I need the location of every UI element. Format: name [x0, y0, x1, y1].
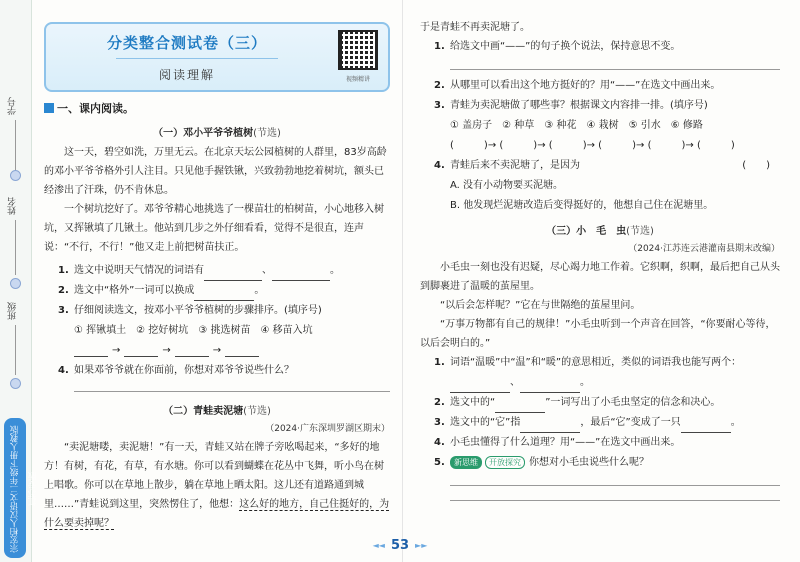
- name-line: [15, 220, 16, 275]
- p2-question-1: [420, 37, 780, 57]
- p2-question-2: [420, 76, 780, 96]
- passage3-title: [420, 222, 780, 237]
- p3-question-1: [420, 353, 780, 373]
- p1-question-3: [44, 301, 390, 321]
- question-text: 选文中的“它”指: [450, 417, 521, 428]
- passage2-continuation: 于是青蛙不再卖泥塘了。: [420, 22, 530, 33]
- option: ③ 挑选树苗: [198, 325, 251, 336]
- passage3-para3: “万事万物都有自己的规律！”小毛虫听到一个声音在回答，“你要耐心等待，以后会明白的。”: [420, 319, 776, 349]
- sequence-blank[interactable]: [225, 345, 259, 357]
- p1-question-2: [44, 281, 390, 301]
- answer-line[interactable]: [450, 500, 780, 501]
- open-explore-badge: 开放探究: [485, 456, 525, 469]
- question-text: 青蛙为卖泥塘做了哪些事？根据课文内容排一排。(填序号): [450, 100, 708, 111]
- answer-blank[interactable]: [520, 380, 580, 393]
- p1-question-1: [44, 261, 390, 281]
- sequence-blank[interactable]: [74, 345, 108, 357]
- paren-close: ): [681, 140, 686, 151]
- passage2-source: （2024·广东深圳罗湖区期末）: [265, 424, 390, 434]
- p1-question-4: [44, 361, 390, 381]
- option: ④ 栽树: [586, 120, 619, 131]
- separator: 、: [510, 377, 520, 388]
- cut-dot: [10, 378, 21, 389]
- question-text: 你想对小毛虫说些什么呢？: [529, 457, 649, 468]
- series-label: 宗宏柏人汉语文二年级下册人教版江苏专版: [10, 425, 38, 553]
- passage2-title: [44, 402, 390, 417]
- paren-open: (: [450, 140, 454, 151]
- paren-close: ): [632, 140, 636, 151]
- p3-q1-answers: [420, 373, 780, 393]
- question-text: 小毛虫懂得了什么道理？用“——”在选文中画出来。: [450, 437, 681, 448]
- passage1-note: (节选): [253, 128, 281, 139]
- answer-bracket[interactable]: ( ): [742, 160, 770, 171]
- arrow: →: [537, 140, 546, 151]
- student-no-label: 学号: [8, 97, 18, 115]
- question-text: ”一词写出了小毛虫坚定的信念和决心。: [545, 397, 721, 408]
- arrow: →: [162, 345, 171, 356]
- passage1-para2: 一个树坑挖好了。邓爷爷精心地挑选了一棵苗壮的柏树苗，小心地移入树坑，又挥锹填了几锹土。他站到几步之外仔细看看，觉得不是很直，连声说：“不行，不行！”他又走上前把树苗扶正。: [44, 204, 384, 253]
- arrow: →: [112, 345, 121, 356]
- question-text: 青蛙后来不卖泥塘了，是因为: [450, 160, 580, 171]
- period: 。: [330, 265, 340, 276]
- cut-dot: [10, 278, 21, 289]
- test-title: 分类整合测试卷（三）: [106, 34, 267, 52]
- option: ② 挖好树坑: [136, 325, 189, 336]
- passage2-text: “卖泥塘喽，卖泥塘！”有一天，青蛙又站在牌子旁吆喝起来，“多好的地方！有树，有花，有草，有水塘。你可以看到蝴蝶在花丛中飞舞，听小鸟在树上唱歌。你可以在草地上散步，躺在草地上晒太阳。这儿还有道路通到城里……”青蛙说到这里，突然愣住了，他想：: [44, 442, 384, 510]
- p3-question-4: [420, 433, 780, 453]
- arrow: →: [212, 345, 222, 356]
- underlined-sentence: 这么好的地方，自己住挺好的，为什么要卖掉呢？: [44, 499, 390, 529]
- option: ① 挥锹填土: [74, 325, 127, 336]
- option: ⑥ 修路: [670, 120, 703, 131]
- class-label: 班级: [8, 302, 18, 320]
- p2-question-3: [420, 96, 780, 116]
- p2-q3-options: [420, 116, 780, 136]
- passage2-para1: [44, 438, 390, 533]
- question-number: 3.: [434, 100, 445, 111]
- answer-line[interactable]: [74, 391, 390, 392]
- arrow: →: [685, 140, 694, 151]
- answer-line[interactable]: [450, 485, 780, 486]
- question-text: 给选文中画“——”的句子换个说法，保持意思不变。: [450, 41, 681, 52]
- question-number: 1.: [58, 265, 69, 276]
- question-number: 2.: [58, 285, 69, 296]
- question-text: ，最后“它”变成了一只: [580, 417, 681, 428]
- question-number: 1.: [434, 41, 445, 52]
- passage3-para1: 小毛虫一刻也没有迟疑，尽心竭力地工作着。它织啊，织啊，最后把自己从头到脚裹进了温暖的茧屋里。: [420, 262, 780, 292]
- paren-open: (: [696, 140, 701, 151]
- passage3-para2: “以后会怎样呢？”它在与世隔绝的茧屋里问。: [440, 300, 641, 311]
- answer-blank[interactable]: [194, 288, 254, 301]
- page-fold: [402, 0, 403, 562]
- question-text: 选文中的“: [450, 397, 496, 408]
- question-number: 1.: [434, 357, 445, 368]
- answer-blank[interactable]: [681, 420, 731, 433]
- question-number: 3.: [434, 417, 445, 428]
- period: 。: [580, 377, 590, 388]
- passage3-title-text: （三）小 毛 虫: [546, 226, 627, 237]
- paren-open: (: [548, 140, 553, 151]
- p3-question-5: [420, 453, 780, 473]
- option: ③ 种花: [544, 120, 577, 131]
- p3-question-2: [420, 393, 780, 413]
- paren-open: (: [499, 140, 504, 151]
- passage3-note: (节选): [626, 226, 654, 237]
- arrow: →: [487, 140, 497, 151]
- qr-code-pattern: [342, 34, 374, 66]
- question-number: 2.: [434, 397, 445, 408]
- arrow: →: [586, 140, 595, 151]
- question-text: 选文中“格外”一词可以换成: [74, 285, 195, 296]
- answer-blank[interactable]: [495, 400, 545, 413]
- passage1-title-text: （一）邓小平爷爷植树: [153, 128, 254, 139]
- square-icon: [44, 103, 54, 113]
- option: ① 盖房子: [450, 120, 493, 131]
- question-text: 仔细阅读选文，按邓小平爷爷植树的步骤排序。(填序号): [74, 305, 322, 316]
- p2-q4-option-b[interactable]: B. 他发现烂泥塘改造后变得挺好的，他想自己住在泥塘里。: [450, 200, 714, 211]
- sequence-blank[interactable]: [175, 345, 209, 357]
- separator: 、: [262, 265, 272, 276]
- paren-close: ): [533, 140, 538, 151]
- right-column: [420, 18, 780, 507]
- right-arrow-icon: ►►: [415, 541, 428, 550]
- name-label: 姓名: [8, 197, 18, 215]
- paren-close: ): [582, 140, 587, 151]
- period: 。: [254, 285, 265, 296]
- answer-line[interactable]: [450, 69, 780, 70]
- left-column: [44, 22, 390, 533]
- question-text: 选文中说明天气情况的词语有: [74, 265, 204, 276]
- page-number: [0, 538, 800, 553]
- option: ② 种草: [502, 120, 535, 131]
- test-subtitle: 阅读理解: [158, 68, 215, 82]
- qr-label: 视频精讲: [345, 76, 370, 83]
- passage1-para1: 这一天，碧空如洗，万里无云。在北京天坛公园植树的人群里，83岁高龄的邓小平爷爷格外引人注目。只见他手握铁锹，兴致勃勃地挖着树坑，额头已经渗出了汗珠，仍不肯休息。: [44, 147, 387, 196]
- question-number: 4.: [434, 437, 445, 448]
- left-arrow-icon: ◄◄: [372, 541, 385, 550]
- section-heading: [44, 100, 390, 116]
- paren-open: (: [647, 140, 652, 151]
- page-number-text: 53: [390, 538, 410, 553]
- arrow: →: [635, 140, 645, 151]
- section-label: 一、课内阅读。: [57, 102, 134, 115]
- question-text: 词语“温暖”中“温”和“暖”的意思相近，类似的词语我也能写两个：: [450, 357, 742, 368]
- answer-blank[interactable]: [450, 380, 510, 393]
- p2-question-4: [420, 156, 780, 176]
- passage1-title: [44, 124, 390, 139]
- passage2-note: (节选): [243, 406, 271, 417]
- p2-q4-option-a[interactable]: A. 没有小动物要买泥塘。: [450, 180, 564, 191]
- question-text: 从哪里可以看出这个地方挺好的？用“——”在选文中画出来。: [450, 80, 721, 91]
- paren-open: (: [598, 140, 603, 151]
- period: 。: [730, 417, 741, 428]
- question-number: 3.: [58, 305, 69, 316]
- paren-close: ): [730, 140, 735, 151]
- answer-blank[interactable]: [520, 420, 580, 433]
- p3-question-3: [420, 413, 780, 433]
- title-banner: [44, 22, 390, 92]
- new-thinking-badge: 新思维: [450, 456, 482, 469]
- question-text: 如果邓爷爷就在你面前，你想对邓爷爷说些什么？: [74, 365, 294, 376]
- question-number: 4.: [434, 160, 445, 171]
- passage3-source: （2024·江苏连云港灌南县期末改编）: [628, 244, 780, 254]
- p1-q3-sequence: [44, 341, 390, 361]
- binding-margin: [0, 0, 38, 562]
- title-divider: [116, 58, 278, 59]
- answer-blank[interactable]: [272, 268, 330, 281]
- question-number: 2.: [434, 80, 445, 91]
- sequence-blank[interactable]: [124, 345, 158, 357]
- question-number: 5.: [434, 457, 445, 468]
- p2-q3-sequence: [420, 136, 780, 156]
- question-number: 4.: [58, 365, 69, 376]
- option: ④ 移苗入坑: [260, 325, 313, 336]
- option: ⑤ 引水: [628, 120, 661, 131]
- passage2-title-text: （二）青蛙卖泥塘: [163, 406, 244, 417]
- answer-blank[interactable]: [204, 268, 262, 281]
- class-line: [15, 325, 16, 375]
- cut-dot: [10, 170, 21, 181]
- p1-q3-options: [44, 321, 390, 341]
- paren-close: ): [483, 140, 488, 151]
